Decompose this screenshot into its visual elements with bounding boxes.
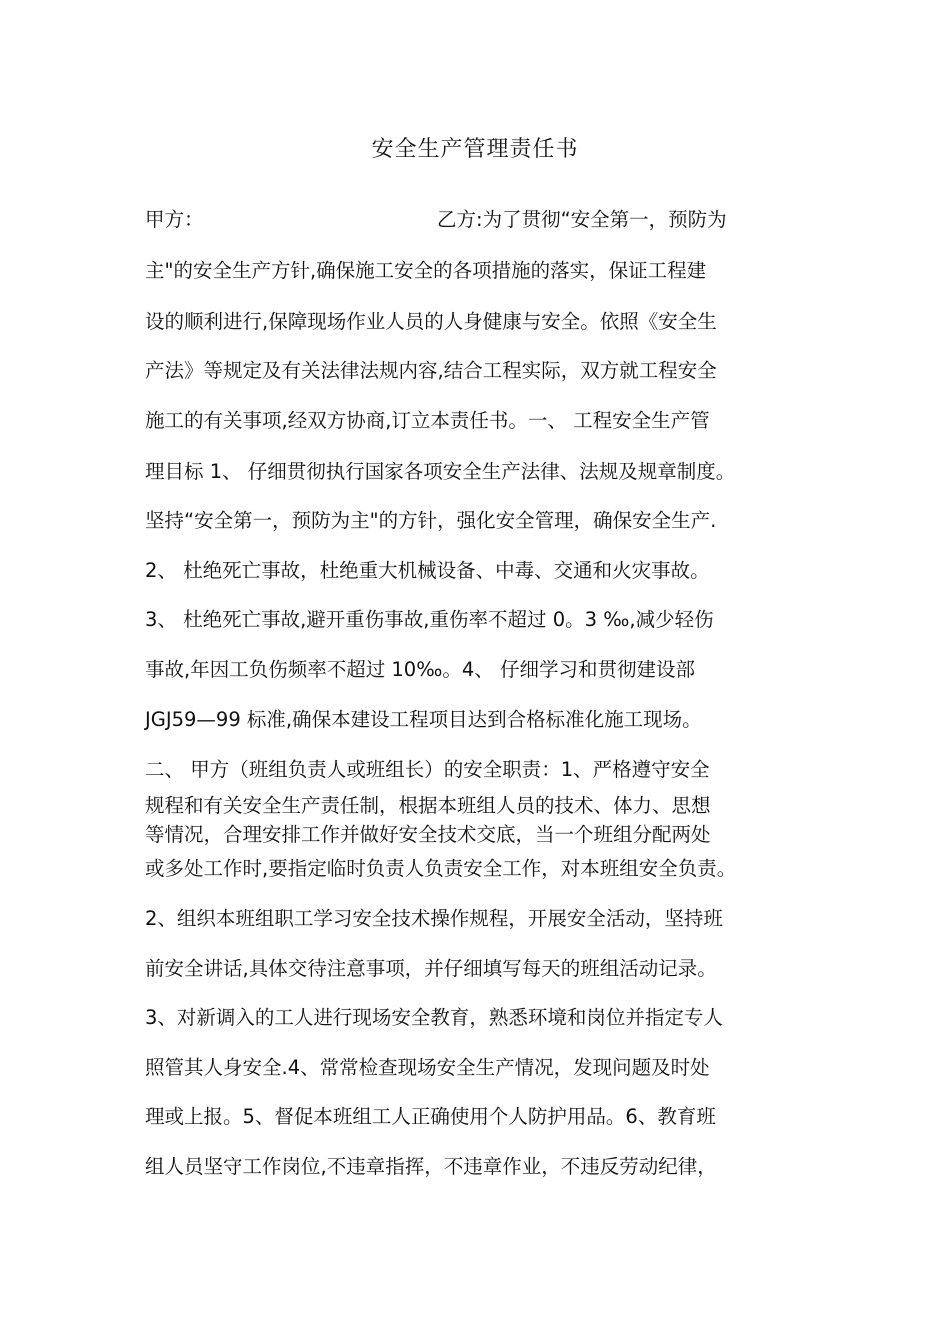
body-line: 组人员坚守工作岗位,不违章指挥，不违章作业，不违反劳动纪律， [145, 1155, 717, 1178]
body-line: 二、 甲方（班组负责人或班组长）的安全职责：1、严格遵守安全 [145, 758, 710, 781]
body-line: 前安全讲话,具体交待注意事项，并仔细填写每天的班组活动记录。 [145, 957, 717, 980]
body-line: JGJ59—99 标准,确保本建设工程项目达到合格标准化施工现场。 [145, 708, 702, 731]
body-line: 规程和有关安全生产责任制，根据本班组人员的技术、体力、思想 [145, 794, 711, 817]
party-b-intro: 乙方:为了贯彻“安全第一，预防为 [437, 208, 727, 231]
body-line: 施工的有关事项,经双方协商,订立本责任书。一、 工程安全生产管 [145, 409, 710, 432]
body-line: 2、组织本班组职工学习安全技术操作规程，开展安全活动，坚持班 [145, 907, 723, 930]
body-line: 2、 杜绝死亡事故，杜绝重大机械设备、中毒、交通和火灾事故。 [145, 559, 710, 582]
party-a-label: 甲方： [145, 208, 204, 231]
body-line: 主"的安全生产方针,确保施工安全的各项措施的落实，保证工程建 [145, 259, 707, 282]
body-line: 3、 杜绝死亡事故,避开重伤事故,重伤率不超过 0。3 ‰,减少轻伤 [145, 608, 714, 631]
body-line: 理或上报。5、督促本班组工人正确使用个人防护用品。6、教育班 [145, 1105, 716, 1128]
body-line: 照管其人身安全.4、常常检查现场安全生产情况，发现问题及时处 [145, 1056, 710, 1079]
body-line: 3、对新调入的工人进行现场安全教育，熟悉环境和岗位并指定专人 [145, 1006, 723, 1029]
body-line: 坚持“安全第一，预防为主"的方针，强化安全管理，确保安全生产. [145, 509, 717, 532]
body-line: 理目标 1、 仔细贯彻执行国家各项安全生产法律、法规及规章制度。 [145, 460, 736, 483]
body-line: 设的顺利进行,保障现场作业人员的人身健康与安全。依照《安全生 [145, 310, 717, 333]
document-title: 安全生产管理责任书 [371, 137, 579, 162]
body-line: 等情况，合理安排工作并做好安全技术交底，当一个班组分配两处 [145, 823, 711, 846]
body-line: 或多处工作时,要指定临时负责人负责安全工作，对本班组安全负责。 [145, 857, 737, 880]
body-line: 事故,年因工负伤频率不超过 10‰。4、 仔细学习和贯彻建设部 [145, 658, 695, 681]
body-line: 产法》等规定及有关法律法规内容,结合工程实际，双方就工程安全 [145, 359, 717, 382]
